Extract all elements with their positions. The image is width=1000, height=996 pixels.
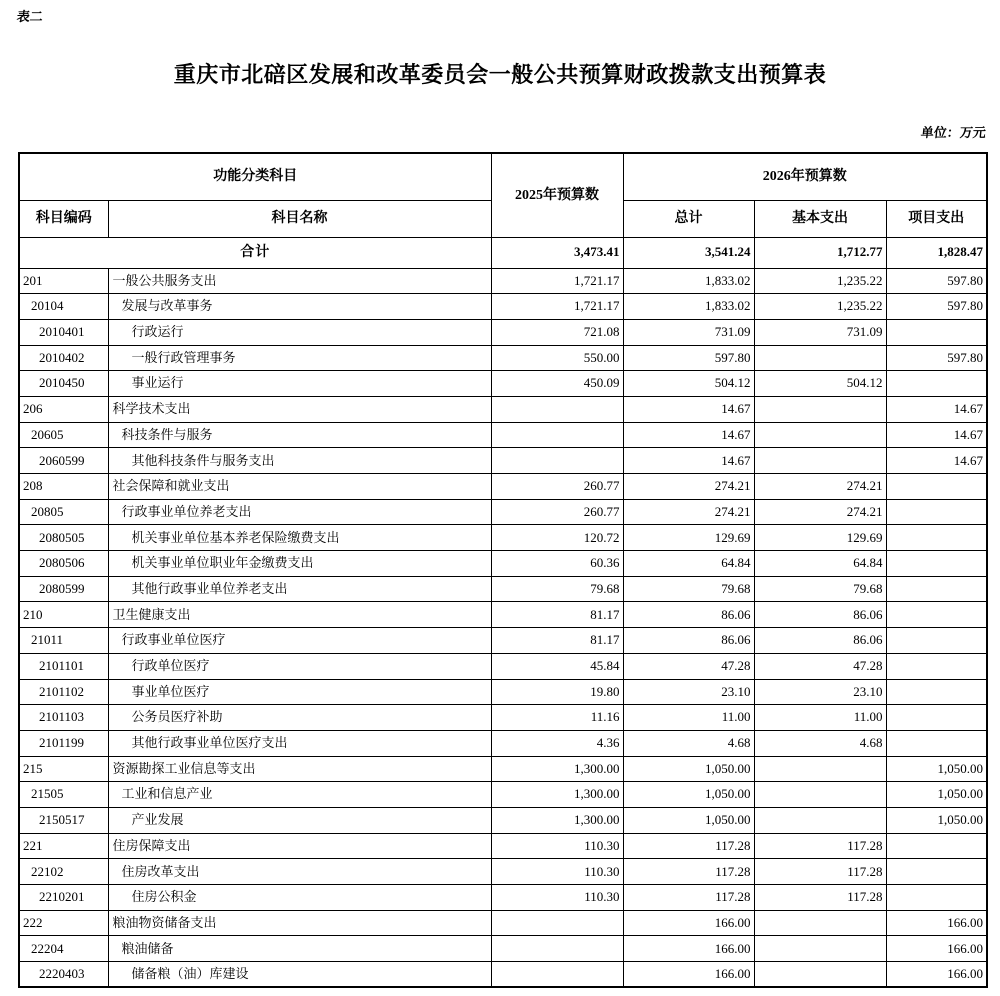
basic-expense-cell: 86.06 — [754, 602, 886, 628]
project-expense-cell: 597.80 — [886, 294, 987, 320]
budget-2025-cell: 60.36 — [491, 551, 623, 577]
unit-note: 单位：万元 — [920, 125, 987, 140]
subject-name-cell: 科学技术支出 — [108, 396, 491, 422]
subject-name-cell: 社会保障和就业支出 — [108, 474, 491, 500]
subject-name-cell: 机关事业单位职业年金缴费支出 — [108, 551, 491, 577]
project-expense-cell — [886, 371, 987, 397]
budget-2025-cell: 1,721.17 — [491, 294, 623, 320]
subject-name-cell: 储备粮（油）库建设 — [108, 962, 491, 988]
grand-total-row — [19, 237, 987, 268]
page-title: 重庆市北碚区发展和改革委员会一般公共预算财政拨款支出预算表 — [173, 62, 827, 87]
basic-expense-cell — [754, 448, 886, 474]
subject-name-cell: 行政运行 — [108, 319, 491, 345]
subject-name-cell: 公务员医疗补助 — [108, 705, 491, 731]
table-header — [19, 153, 987, 237]
basic-expense-cell: 1,235.22 — [754, 268, 886, 294]
subject-name-cell: 工业和信息产业 — [108, 782, 491, 808]
project-expense-cell — [886, 679, 987, 705]
subject-code-cell: 206 — [19, 396, 108, 422]
subject-code-cell: 210 — [19, 602, 108, 628]
table-row — [19, 294, 987, 320]
project-expense-cell: 166.00 — [886, 962, 987, 988]
subject-name-cell: 事业运行 — [108, 371, 491, 397]
budget-2025-cell: 1,721.17 — [491, 268, 623, 294]
table-row — [19, 653, 987, 679]
grand-total-2026: 3,541.24 — [623, 237, 754, 268]
header-2025-budget: 2025年预算数 — [491, 153, 623, 237]
project-expense-cell: 597.80 — [886, 345, 987, 371]
total-2026-cell: 1,833.02 — [623, 268, 754, 294]
budget-2025-cell: 120.72 — [491, 525, 623, 551]
project-expense-cell: 597.80 — [886, 268, 987, 294]
basic-expense-cell: 23.10 — [754, 679, 886, 705]
project-expense-cell — [886, 499, 987, 525]
subject-name-cell: 发展与改革事务 — [108, 294, 491, 320]
total-2026-cell: 166.00 — [623, 936, 754, 962]
subject-code-cell: 221 — [19, 833, 108, 859]
budget-2025-cell: 19.80 — [491, 679, 623, 705]
subject-name-cell: 粮油物资储备支出 — [108, 910, 491, 936]
table-row — [19, 499, 987, 525]
grand-total-basic: 1,712.77 — [754, 237, 886, 268]
basic-expense-cell: 47.28 — [754, 653, 886, 679]
table-row — [19, 551, 987, 577]
basic-expense-cell: 11.00 — [754, 705, 886, 731]
budget-2025-cell: 260.77 — [491, 499, 623, 525]
table-number-label: 表二 — [16, 9, 44, 24]
table-row — [19, 910, 987, 936]
table-row — [19, 730, 987, 756]
table-row — [19, 268, 987, 294]
budget-2025-cell: 110.30 — [491, 833, 623, 859]
total-2026-cell: 166.00 — [623, 910, 754, 936]
subject-name-cell: 行政单位医疗 — [108, 653, 491, 679]
budget-2025-cell: 1,300.00 — [491, 756, 623, 782]
total-2026-cell: 47.28 — [623, 653, 754, 679]
basic-expense-cell: 4.68 — [754, 730, 886, 756]
header-total-2026: 总计 — [623, 200, 754, 237]
table-row — [19, 345, 987, 371]
subject-name-cell: 一般行政管理事务 — [108, 345, 491, 371]
subject-name-cell: 行政事业单位养老支出 — [108, 499, 491, 525]
subject-code-cell: 2220403 — [19, 962, 108, 988]
budget-table — [18, 152, 988, 988]
total-2026-cell: 129.69 — [623, 525, 754, 551]
total-2026-cell: 14.67 — [623, 396, 754, 422]
subject-code-cell: 20805 — [19, 499, 108, 525]
total-2026-cell: 14.67 — [623, 422, 754, 448]
budget-2025-cell: 550.00 — [491, 345, 623, 371]
table-row — [19, 679, 987, 705]
header-2026-budget: 2026年预算数 — [623, 153, 987, 200]
grand-total-2025: 3,473.41 — [491, 237, 623, 268]
subject-code-cell: 2010450 — [19, 371, 108, 397]
total-2026-cell: 274.21 — [623, 474, 754, 500]
basic-expense-cell — [754, 910, 886, 936]
basic-expense-cell: 274.21 — [754, 474, 886, 500]
table-row — [19, 936, 987, 962]
project-expense-cell — [886, 859, 987, 885]
table-row — [19, 859, 987, 885]
budget-2025-cell: 110.30 — [491, 859, 623, 885]
grand-total-project: 1,828.47 — [886, 237, 987, 268]
table-body — [19, 237, 987, 987]
budget-2025-cell — [491, 422, 623, 448]
subject-code-cell: 20104 — [19, 294, 108, 320]
subject-code-cell: 2010401 — [19, 319, 108, 345]
subject-code-cell: 2101101 — [19, 653, 108, 679]
subject-name-cell: 科技条件与服务 — [108, 422, 491, 448]
subject-code-cell: 22204 — [19, 936, 108, 962]
total-2026-cell: 117.28 — [623, 833, 754, 859]
subject-code-cell: 2010402 — [19, 345, 108, 371]
grand-total-label: 合计 — [19, 237, 491, 268]
basic-expense-cell: 86.06 — [754, 628, 886, 654]
subject-name-cell: 住房保障支出 — [108, 833, 491, 859]
header-project-expense: 项目支出 — [886, 200, 987, 237]
basic-expense-cell: 64.84 — [754, 551, 886, 577]
project-expense-cell — [886, 602, 987, 628]
budget-2025-cell — [491, 962, 623, 988]
total-2026-cell: 64.84 — [623, 551, 754, 577]
project-expense-cell — [886, 474, 987, 500]
budget-2025-cell: 110.30 — [491, 885, 623, 911]
table-row — [19, 319, 987, 345]
subject-code-cell: 21505 — [19, 782, 108, 808]
project-expense-cell — [886, 525, 987, 551]
subject-code-cell: 22102 — [19, 859, 108, 885]
table-row — [19, 474, 987, 500]
basic-expense-cell — [754, 396, 886, 422]
subject-name-cell: 其他行政事业单位医疗支出 — [108, 730, 491, 756]
basic-expense-cell: 504.12 — [754, 371, 886, 397]
project-expense-cell — [886, 885, 987, 911]
total-2026-cell: 23.10 — [623, 679, 754, 705]
total-2026-cell: 166.00 — [623, 962, 754, 988]
header-functional-category: 功能分类科目 — [19, 153, 491, 200]
budget-2025-cell: 81.17 — [491, 628, 623, 654]
budget-2025-cell — [491, 910, 623, 936]
basic-expense-cell — [754, 756, 886, 782]
subject-name-cell: 资源勘探工业信息等支出 — [108, 756, 491, 782]
subject-name-cell: 其他科技条件与服务支出 — [108, 448, 491, 474]
project-expense-cell: 1,050.00 — [886, 756, 987, 782]
subject-code-cell: 201 — [19, 268, 108, 294]
header-subject-name: 科目名称 — [108, 200, 491, 237]
project-expense-cell — [886, 628, 987, 654]
total-2026-cell: 1,833.02 — [623, 294, 754, 320]
budget-2025-cell: 450.09 — [491, 371, 623, 397]
project-expense-cell: 1,050.00 — [886, 807, 987, 833]
basic-expense-cell: 1,235.22 — [754, 294, 886, 320]
subject-name-cell: 住房改革支出 — [108, 859, 491, 885]
total-2026-cell: 117.28 — [623, 859, 754, 885]
total-2026-cell: 4.68 — [623, 730, 754, 756]
subject-code-cell: 2101199 — [19, 730, 108, 756]
project-expense-cell — [886, 551, 987, 577]
header-subject-code: 科目编码 — [19, 200, 108, 237]
subject-name-cell: 粮油储备 — [108, 936, 491, 962]
table-row — [19, 782, 987, 808]
header-row-1 — [19, 153, 987, 200]
basic-expense-cell — [754, 782, 886, 808]
subject-code-cell: 21011 — [19, 628, 108, 654]
subject-name-cell: 卫生健康支出 — [108, 602, 491, 628]
basic-expense-cell: 731.09 — [754, 319, 886, 345]
basic-expense-cell: 117.28 — [754, 885, 886, 911]
subject-name-cell: 事业单位医疗 — [108, 679, 491, 705]
budget-2025-cell — [491, 936, 623, 962]
total-2026-cell: 1,050.00 — [623, 782, 754, 808]
total-2026-cell: 1,050.00 — [623, 756, 754, 782]
table-row — [19, 396, 987, 422]
project-expense-cell: 166.00 — [886, 910, 987, 936]
subject-name-cell: 住房公积金 — [108, 885, 491, 911]
budget-2025-cell: 45.84 — [491, 653, 623, 679]
project-expense-cell: 1,050.00 — [886, 782, 987, 808]
table-row — [19, 807, 987, 833]
table-row — [19, 756, 987, 782]
subject-code-cell: 2101103 — [19, 705, 108, 731]
project-expense-cell — [886, 833, 987, 859]
table-row — [19, 371, 987, 397]
subject-code-cell: 20605 — [19, 422, 108, 448]
basic-expense-cell: 274.21 — [754, 499, 886, 525]
subject-code-cell: 215 — [19, 756, 108, 782]
subject-code-cell: 208 — [19, 474, 108, 500]
table-row — [19, 422, 987, 448]
total-2026-cell: 274.21 — [623, 499, 754, 525]
basic-expense-cell: 117.28 — [754, 859, 886, 885]
total-2026-cell: 86.06 — [623, 628, 754, 654]
table-row — [19, 448, 987, 474]
basic-expense-cell — [754, 807, 886, 833]
table-row — [19, 962, 987, 988]
project-expense-cell — [886, 730, 987, 756]
project-expense-cell — [886, 705, 987, 731]
budget-2025-cell: 4.36 — [491, 730, 623, 756]
subject-code-cell: 2080505 — [19, 525, 108, 551]
basic-expense-cell: 117.28 — [754, 833, 886, 859]
total-2026-cell: 11.00 — [623, 705, 754, 731]
table-row — [19, 576, 987, 602]
table-row — [19, 885, 987, 911]
basic-expense-cell: 79.68 — [754, 576, 886, 602]
total-2026-cell: 14.67 — [623, 448, 754, 474]
total-2026-cell: 731.09 — [623, 319, 754, 345]
basic-expense-cell: 129.69 — [754, 525, 886, 551]
subject-code-cell: 2080506 — [19, 551, 108, 577]
total-2026-cell: 597.80 — [623, 345, 754, 371]
project-expense-cell: 166.00 — [886, 936, 987, 962]
total-2026-cell: 504.12 — [623, 371, 754, 397]
table-row — [19, 705, 987, 731]
budget-2025-cell: 260.77 — [491, 474, 623, 500]
subject-code-cell: 2080599 — [19, 576, 108, 602]
budget-2025-cell: 81.17 — [491, 602, 623, 628]
subject-code-cell: 2150517 — [19, 807, 108, 833]
total-2026-cell: 86.06 — [623, 602, 754, 628]
subject-name-cell: 产业发展 — [108, 807, 491, 833]
subject-code-cell: 2101102 — [19, 679, 108, 705]
basic-expense-cell — [754, 345, 886, 371]
total-2026-cell: 1,050.00 — [623, 807, 754, 833]
project-expense-cell: 14.67 — [886, 396, 987, 422]
project-expense-cell — [886, 319, 987, 345]
table-row — [19, 602, 987, 628]
subject-name-cell: 其他行政事业单位养老支出 — [108, 576, 491, 602]
total-2026-cell: 117.28 — [623, 885, 754, 911]
subject-name-cell: 行政事业单位医疗 — [108, 628, 491, 654]
subject-name-cell: 一般公共服务支出 — [108, 268, 491, 294]
subject-name-cell: 机关事业单位基本养老保险缴费支出 — [108, 525, 491, 551]
basic-expense-cell — [754, 422, 886, 448]
budget-2025-cell: 79.68 — [491, 576, 623, 602]
subject-code-cell: 2210201 — [19, 885, 108, 911]
budget-2025-cell: 11.16 — [491, 705, 623, 731]
project-expense-cell — [886, 576, 987, 602]
project-expense-cell: 14.67 — [886, 448, 987, 474]
budget-2025-cell — [491, 448, 623, 474]
budget-2025-cell: 721.08 — [491, 319, 623, 345]
budget-2025-cell — [491, 396, 623, 422]
project-expense-cell — [886, 653, 987, 679]
table-row — [19, 525, 987, 551]
table-row — [19, 833, 987, 859]
basic-expense-cell — [754, 936, 886, 962]
subject-code-cell: 222 — [19, 910, 108, 936]
table-row — [19, 628, 987, 654]
basic-expense-cell — [754, 962, 886, 988]
budget-2025-cell: 1,300.00 — [491, 782, 623, 808]
project-expense-cell: 14.67 — [886, 422, 987, 448]
budget-2025-cell: 1,300.00 — [491, 807, 623, 833]
total-2026-cell: 79.68 — [623, 576, 754, 602]
subject-code-cell: 2060599 — [19, 448, 108, 474]
header-basic-expense: 基本支出 — [754, 200, 886, 237]
